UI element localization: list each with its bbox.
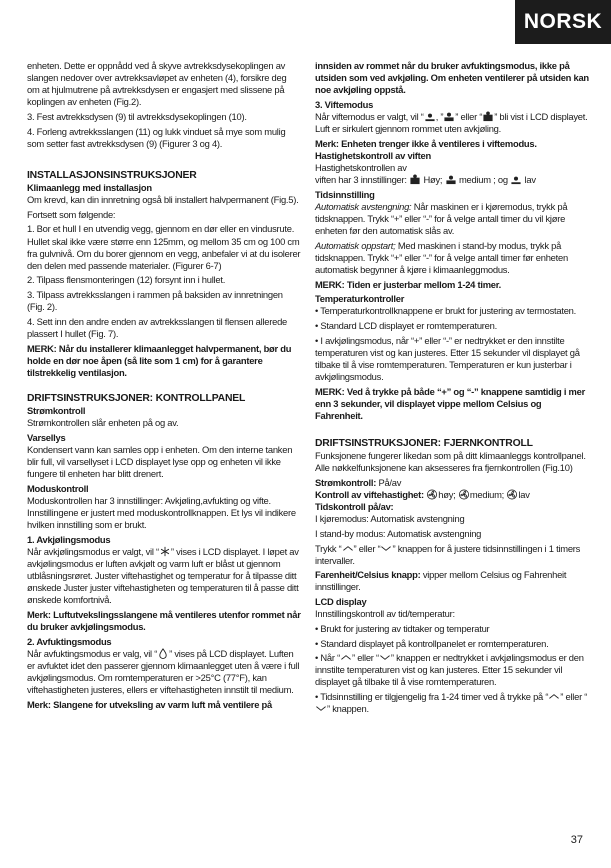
paragraph: • Brukt for justering av tidtaker og temperatur: [315, 622, 490, 634]
paragraph: Moduskontrollen har 3 innstillinger: Avkjøling,avfukting og vifte. Innstillingene er justert med moduskontrollknappen. Et lys vil indikere hvilken innstilling som er brukt.: [27, 494, 296, 531]
paragraph: • Temperaturkontrollknappene er brukt for justering av termostaten.: [315, 305, 576, 317]
note: Merk: Luftutvekslingsslangene må ventileres utenfor rommet når du bruker avkjølingsmodus.: [27, 608, 301, 632]
paragraph: Kondensert vann kan samles opp i enheten. Om den interne tanken blir full, vil varsellyset i LCD displayet lyse opp og enheten vil ikke fungere til enheten har blitt drenert.: [27, 443, 293, 480]
paragraph: 4. Sett inn den andre enden av avtrekksslangen til flensen allerede plassert I hullet (Fig. 7).: [27, 315, 287, 339]
fan-icon: [506, 489, 518, 500]
paragraph: viften har 3 innstillinger: Høy; medium ; og lav: [315, 174, 536, 186]
paragraph: Fortsett som følgende:: [27, 208, 116, 220]
chevron-down-icon: [315, 703, 327, 714]
paragraph: 4. Forleng avtrekksslangen (11) og lukk vinduet så mye som mulig som setter fast avtrekksdysen (9) (Figurer 3 og 4).: [27, 125, 286, 149]
paragraph: Om krevd, kan din innretning også bli installert halvpermanent (Fig.5).: [27, 194, 299, 206]
subheading: Tidsinnstilling: [315, 188, 375, 200]
paragraph: Når viftemodus er valgt, vil “ , ” ” eller “ ” bli vist i LCD displayet. Luft er sirkulert gjennom rommet uten avkjøling.: [315, 110, 588, 135]
chevron-up-icon: [548, 691, 560, 702]
droplet-icon: [157, 648, 169, 659]
paragraph: I stand-by modus: Automatisk avstengning: [315, 527, 482, 539]
section-heading-installation: INSTALLASJONSINSTRUKSJONER: [27, 169, 197, 181]
paragraph: • Når “ ” eller “ ” knappen er nedtrykket i avkjølingsmodus er den innstilte temperaturen vist og kan justeres. Etter 15 sekunder vil displayet gå tilbake til å vise romtemperaturen.: [315, 652, 584, 688]
fan-medium-icon: [445, 174, 457, 185]
note: Merk: Slangene for utveksling av varm luft må ventilere på: [27, 698, 272, 710]
subheading: 3. Viftemodus: [315, 98, 374, 110]
paragraph: • Standard displayet på kontrollpanelet er romtemperaturen.: [315, 637, 549, 649]
fan-icon: [426, 489, 438, 500]
section-heading-remote: DRIFTSINSTRUKSJONER: FJERNKONTROLL: [315, 437, 533, 449]
subheading: Klimaanlegg med installasjon: [27, 181, 152, 193]
subheading: 1. Avkjølingsmodus: [27, 533, 111, 545]
paragraph: 1. Bor et hull I en utvendig vegg, gjennom en dør eller en vindusrute. Hullet skal ikke være større enn 125mm, og mellom 35 cm og 100 cm fra gulvnivå. Om du borer gjennom en vegg, anbefaler vi at du isolerer den delen med passende materialer. (Figurer 6-7): [27, 223, 301, 271]
chevron-down-icon: [379, 652, 391, 663]
paragraph: Farenheit/Celsius knapp: vipper mellom Celsius og Fahrenheit innstillinger.: [315, 569, 567, 593]
left-column: [27, 60, 301, 713]
subheading: 2. Avfuktingsmodus: [27, 635, 112, 647]
paragraph: Trykk “ ” eller “ ” knappen for å justere tidsinnstillingen i 1 timers intervaller.: [315, 542, 581, 566]
right-column: [315, 60, 589, 718]
chevron-up-icon: [342, 543, 354, 554]
note: MERK: Når du installerer klimaanlegget halvpermanent, bør du holde en dør noe åpen (så lite som 1 cm) for å garantere tilstrekkelig ventilasjon.: [27, 342, 292, 378]
paragraph: 3. Tilpass avtrekksslangen i rammen på baksiden av innretningen (Fig. 2).: [27, 289, 283, 313]
paragraph: 3. Fest avtrekksdysen (9) til avtrekksdysekoplingen (10).: [27, 110, 247, 122]
paragraph: Automatisk avstengning: Når maskinen er i kjøremodus, trykk på tidsknappen. Trykk “+” eller “-” for å velge antall timer du vil kjøre enheten før den automatisk slås av.: [315, 200, 568, 236]
paragraph: • Tidsinnstilling er tilgjengelig fra 1-24 timer ved å trykke på “ ” eller “” knappen.: [315, 691, 588, 715]
paragraph: I kjøremodus: Automatisk avstengning: [315, 513, 465, 525]
section-heading-control-panel: DRIFTSINSTRUKSJONER: KONTROLLPANEL: [27, 392, 246, 404]
paragraph: Strømkontroll: På/av: [315, 476, 402, 488]
paragraph: Kontroll av viftehastighet: høy; medium; lav: [315, 488, 530, 500]
fan-low-icon: [424, 111, 436, 122]
paragraph: Innstillingskontroll av tid/temperatur:: [315, 608, 455, 620]
note: innsiden av rommet når du bruker avfuktingsmodus, ikke på utsiden som ved avkjøling. Om enheten ventilerer på utsiden kan noe avkjøling oppstå.: [315, 60, 589, 96]
fan-icon: [458, 489, 470, 500]
paragraph: Funksjonene fungerer likedan som på ditt klimaanleggs kontrollpanel. Alle nøkkelfunksjonene kan aksesseres fra fjernkontrollen (Fig.10): [315, 450, 586, 474]
paragraph: enheten. Dette er oppnådd ved å skyve avtrekksdysekoplingen av slangen nedover over avtrekksavløpet av enheten (4), forsikre deg om at hjulmutrene på avtrekksdysen er engasjert med slissene på koplingen av enheten (Fig.2).: [27, 60, 287, 108]
chevron-down-icon: [380, 543, 392, 554]
fan-high-icon: [409, 174, 421, 185]
paragraph: 2. Tilpass flensmonteringen (12) forsynt inn i hullet.: [27, 274, 226, 286]
note: MERK: Tiden er justerbar mellom 1-24 timer.: [315, 278, 502, 290]
fan-low-icon: [510, 174, 522, 185]
language-tab: [515, 0, 611, 44]
subheading: Hastighetskontroll av viften: [315, 149, 431, 161]
paragraph: Automatisk oppstart; Med maskinen i stand-by modus, trykk på tidsknappen. Trykk “+” eller “-” for å velge antall timer før enheten automatisk begynner å kjøre i klimaanleggmodus.: [315, 239, 568, 275]
note: Merk: Enheten trenger ikke å ventileres i viftemodus.: [315, 137, 537, 149]
fan-high-icon: [482, 111, 494, 122]
subheading: Moduskontroll: [27, 482, 89, 494]
paragraph: • Standard LCD displayet er romtemperaturen.: [315, 320, 497, 332]
chevron-up-icon: [340, 652, 352, 663]
page-number: 37: [570, 834, 583, 846]
paragraph: Hastighetskontrollen av: [315, 161, 407, 173]
language-label: NORSK: [523, 10, 603, 33]
subheading: LCD display: [315, 596, 367, 608]
fan-medium-icon: [443, 111, 455, 122]
subheading: Tidskontroll på/av:: [315, 501, 394, 513]
subheading: Temperaturkontroller: [315, 293, 405, 305]
subheading: Varsellys: [27, 431, 66, 443]
paragraph: Når avfuktingsmodus er valg, vil “ ” vises på LCD displayet. Luften er avfuktet idet den passerer gjennom klimaanlegget uten å være i full avkjølingsmodus. Om romtemperaturen er >25°C (77°F), kan viftehastigheten justeres, ellers er viftehastigheten innstilt til medium.: [27, 647, 300, 696]
paragraph: • I avkjølingsmodus, når “+” eller “-” er nedtrykket er den innstilte temperaturen vist og kan justeres. Etter 15 sekunder vil displayet gå tilbake til å vise romtemperaturen. Temperaturen er kun justerbar i avkjølingsmodus.: [315, 334, 580, 382]
snowflake-icon: [159, 546, 171, 557]
note: MERK: Ved å trykke på både “+” og “-” knappene samtidig i mer enn 3 sekunder, vil displayet vippe mellom Celsius og Fahrenheit.: [315, 385, 585, 421]
paragraph: Strømkontrollen slår enheten på og av.: [27, 417, 179, 429]
subheading: Strømkontroll: [27, 405, 86, 416]
paragraph: Når avkjølingsmodus er valgt, vil “ ” vises i LCD displayet. I løpet av avkjølingsmodus er luften avkjølt og varm luft er blåst ut gjennom utblåsningsrøret. Juster viftehastighet og temperatur for å tilpasse ditt ønskede Juster juster viftehastigheten og temperaturen til å passe ditt ønskede komfortnivå.: [27, 545, 299, 606]
